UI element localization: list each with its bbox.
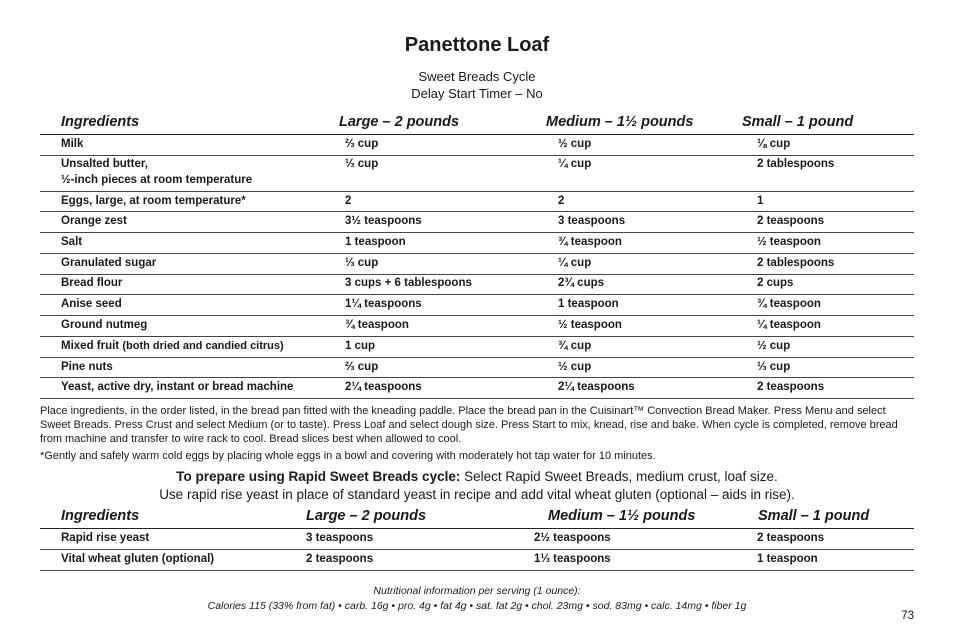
small-cell: ¼ teaspoon: [757, 319, 821, 331]
small-cell: 1: [757, 195, 764, 207]
ingredient-cell: Vital wheat gluten (optional): [61, 553, 215, 565]
small-cell: ½ teaspoon: [757, 236, 821, 248]
large-cell: ⅔ cup: [345, 138, 379, 150]
medium-cell: ½ cup: [558, 361, 592, 373]
ingredient-cell: Orange zest: [61, 215, 127, 227]
small-cell: ½ cup: [757, 340, 791, 352]
nutrition-heading: Nutritional information per serving (1 ounce):: [373, 585, 581, 597]
row-divider: [40, 294, 914, 295]
ingredient-cell: Salt: [61, 236, 83, 248]
medium-cell: ½ teaspoon: [558, 319, 622, 331]
row-divider: [40, 549, 914, 550]
small-cell: 2 cups: [757, 277, 794, 289]
row-divider: [40, 274, 914, 275]
row-divider: [40, 155, 914, 156]
medium-cell: 2: [558, 195, 565, 207]
large-cell: ⅔ cup: [345, 361, 379, 373]
rapid-cycle-text2: Use rapid rise yeast in place of standard yeast in recipe and add vital wheat gluten (optional – aids in rise).: [159, 487, 795, 502]
medium-cell: 1⅓ teaspoons: [534, 553, 611, 565]
table2-header-large: Large – 2 pounds: [306, 508, 427, 524]
ingredient-cell: Pine nuts: [61, 361, 113, 373]
ingredient-note: (both dried and candied citrus): [122, 340, 284, 352]
ingredient-cell: [61, 340, 284, 352]
table2-header-ingredients: Ingredients: [61, 508, 140, 524]
table1-header-medium: Medium – 1½ pounds: [546, 114, 694, 130]
medium-cell: 3 teaspoons: [558, 215, 626, 227]
delay-subtitle: Delay Start Timer – No: [411, 86, 543, 101]
large-cell: ⅓ cup: [345, 158, 379, 170]
large-cell: ¾ teaspoon: [345, 319, 409, 331]
ingredient-cell: Rapid rise yeast: [61, 532, 150, 544]
ingredient-cell: Unsalted butter,: [61, 158, 148, 170]
row-divider: [40, 336, 914, 337]
egg-footnote: *Gently and safely warm cold eggs by placing whole eggs in a bowl and covering with moderately hot tap water for 10 minutes.: [40, 450, 656, 462]
medium-cell: ¾ teaspoon: [558, 236, 622, 248]
large-cell: 3 teaspoons: [306, 532, 374, 544]
table1-header-large: Large – 2 pounds: [339, 114, 460, 130]
medium-cell: ¾ cup: [558, 340, 592, 352]
nutrition-values: Calories 115 (33% from fat) • carb. 16g • pro. 4g • fat 4g • sat. fat 2g • chol. 23mg • sod. 83mg • calc. 14mg • fiber 1g: [207, 600, 747, 612]
ingredient-name: Mixed fruit: [61, 340, 120, 352]
row-divider: [40, 232, 914, 233]
ingredient-cell: Bread flour: [61, 277, 123, 289]
instructions-paragraph: Place ingredients, in the order listed, in the bread pan fitted with the kneading paddle. Place the bread pan in the Cuisinart™ Convection Bread Maker. Press Menu and select Sweet Breads. Press Crust and select Medium (or to taste). Press Loaf and select dough size. Press Start to mix, knead, rise and bake. When cycle is completed, remove bread from machine and transfer to wire rack to cool. Bread slices best when allowed to cool.: [40, 405, 898, 445]
ingredient-cell: Ground nutmeg: [61, 319, 148, 331]
medium-cell: ¼ cup: [558, 158, 592, 170]
large-cell: 1¼ teaspoons: [345, 298, 422, 310]
small-cell: 2 teaspoons: [757, 215, 825, 227]
medium-cell: 2¼ teaspoons: [558, 381, 635, 393]
page-number: 73: [901, 610, 914, 622]
rapid-cycle-lead: To prepare using Rapid Sweet Breads cycle:: [176, 469, 461, 484]
medium-cell: 2¾ cups: [558, 277, 605, 289]
row-divider: [40, 253, 914, 254]
small-cell: ¾ teaspoon: [757, 298, 821, 310]
rapid-cycle-text1: Select Rapid Sweet Breads, medium crust, loaf size.: [464, 469, 778, 484]
table2-header-medium: Medium – 1½ pounds: [548, 508, 696, 524]
medium-cell: ¼ cup: [558, 257, 592, 269]
large-cell: 3 cups + 6 tablespoons: [345, 277, 472, 289]
ingredient-cell: Yeast, active dry, instant or bread machine: [61, 381, 294, 393]
large-cell: 3½ teaspoons: [345, 215, 422, 227]
row-divider: [40, 357, 914, 358]
ingredient-cell: Anise seed: [61, 298, 122, 310]
row-divider: [40, 211, 914, 212]
small-cell: 2 tablespoons: [757, 158, 835, 170]
small-cell: 1 teaspoon: [757, 553, 818, 565]
small-cell: ⅓ cup: [757, 361, 791, 373]
large-cell: 2 teaspoons: [306, 553, 374, 565]
medium-cell: 2½ teaspoons: [534, 532, 611, 544]
row-divider: [40, 570, 914, 571]
row-divider: [40, 191, 914, 192]
table1-header-small: Small – 1 pound: [742, 114, 854, 130]
small-cell: 2 teaspoons: [757, 381, 825, 393]
large-cell: 2: [345, 195, 352, 207]
rapid-cycle-instructions: [40, 468, 914, 504]
table2-header-small: Small – 1 pound: [758, 508, 870, 524]
small-cell: 2 tablespoons: [757, 257, 835, 269]
small-cell: ⅛ cup: [757, 138, 791, 150]
page-title: Panettone Loaf: [404, 34, 550, 56]
table1-header-ingredients: Ingredients: [61, 114, 140, 130]
table1-header-rule: [40, 134, 914, 135]
large-cell: 1 cup: [345, 340, 376, 352]
large-cell: ⅓ cup: [345, 257, 379, 269]
ingredient-cell: Eggs, large, at room temperature*: [61, 195, 246, 207]
small-cell: 2 teaspoons: [757, 532, 825, 544]
large-cell: 2¼ teaspoons: [345, 381, 422, 393]
row-divider: [40, 315, 914, 316]
ingredient-cell: Milk: [61, 138, 84, 150]
medium-cell: ½ cup: [558, 138, 592, 150]
ingredient-cell: Granulated sugar: [61, 257, 157, 269]
ingredient-note: ½-inch pieces at room temperature: [61, 174, 253, 186]
row-divider: [40, 398, 914, 399]
medium-cell: 1 teaspoon: [558, 298, 619, 310]
large-cell: 1 teaspoon: [345, 236, 406, 248]
row-divider: [40, 377, 914, 378]
cycle-subtitle: Sweet Breads Cycle: [418, 69, 536, 84]
table2-header-rule: [40, 528, 914, 529]
